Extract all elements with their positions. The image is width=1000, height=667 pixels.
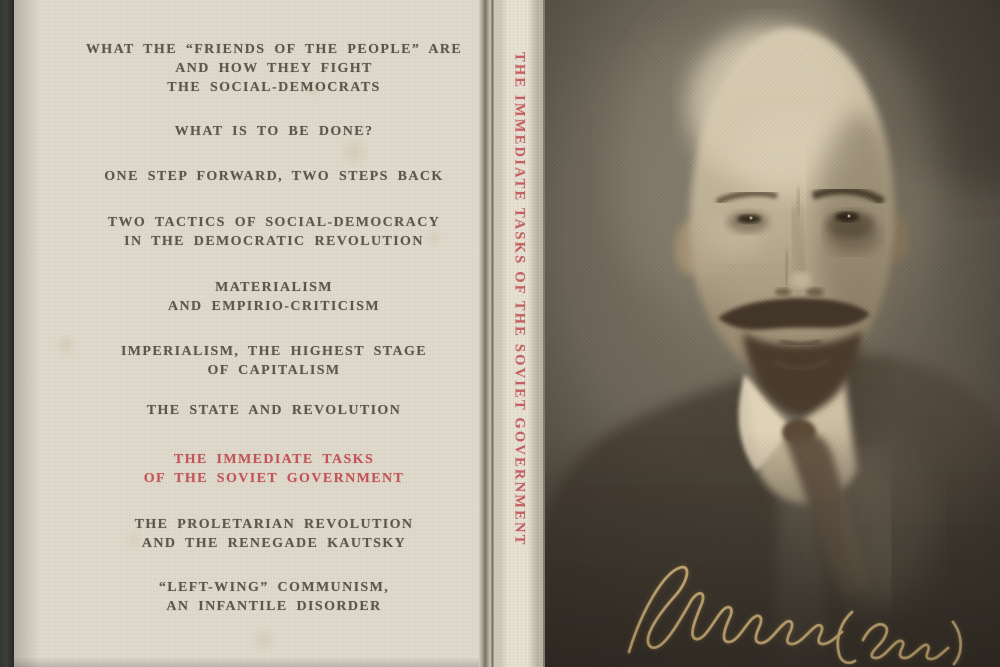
work-title-line: AND HOW THEY FIGHT bbox=[175, 61, 373, 76]
works-list bbox=[34, 0, 514, 667]
light-sheen bbox=[815, 435, 935, 605]
work-title-line: TWO TACTICS OF SOCIAL-DEMOCRACY bbox=[107, 215, 441, 230]
work-title-group bbox=[34, 401, 514, 420]
work-title-line: IMPERIALISM, THE HIGHEST STAGE bbox=[120, 344, 428, 359]
work-title-group bbox=[34, 122, 514, 141]
work-title-line: THE STATE AND REVOLUTION bbox=[146, 403, 402, 418]
work-title-line: THE SOCIAL-DEMOCRATS bbox=[167, 80, 381, 95]
cover-hinge-crease bbox=[479, 0, 493, 667]
work-title-group bbox=[34, 342, 514, 380]
front-cover bbox=[545, 0, 1000, 667]
work-title-line: OF CAPITALISM bbox=[207, 363, 341, 378]
work-title-group bbox=[34, 278, 514, 316]
work-title-line: “LEFT-WING” COMMUNISM, bbox=[158, 580, 390, 595]
work-title-line: IN THE DEMOCRATIC REVOLUTION bbox=[124, 234, 424, 249]
work-title-group bbox=[34, 167, 514, 186]
work-title-line: AN INFANTILE DISORDER bbox=[166, 599, 382, 614]
lenin-portrait bbox=[545, 0, 1000, 667]
work-title-line: AND THE RENEGADE KAUTSKY bbox=[141, 536, 407, 551]
work-title-line: ONE STEP FORWARD, TWO STEPS BACK bbox=[104, 169, 444, 184]
spine bbox=[493, 0, 545, 667]
work-title-line: OF THE SOVIET GOVERNMENT bbox=[143, 471, 405, 486]
spine-title: THE IMMEDIATE TASKS OF THE SOVIET GOVERNMENT bbox=[511, 52, 528, 547]
work-title-line: WHAT THE “FRIENDS OF THE PEOPLE” ARE bbox=[85, 42, 463, 57]
work-title-group bbox=[34, 578, 514, 616]
work-title-group bbox=[34, 213, 514, 251]
work-title-group bbox=[34, 515, 514, 553]
work-title-line: THE IMMEDIATE TASKS bbox=[173, 452, 375, 467]
work-title-line: WHAT IS TO BE DONE? bbox=[174, 124, 374, 139]
work-title-group-highlighted bbox=[34, 450, 514, 488]
work-title-line: THE PROLETARIAN REVOLUTION bbox=[134, 517, 414, 532]
work-title-group bbox=[34, 40, 514, 97]
photo-bottom-fade bbox=[545, 430, 1000, 667]
work-title-line: AND EMPIRIO-CRITICISM bbox=[168, 299, 380, 314]
back-cover bbox=[14, 0, 479, 667]
work-title-line: MATERIALISM bbox=[215, 280, 333, 295]
